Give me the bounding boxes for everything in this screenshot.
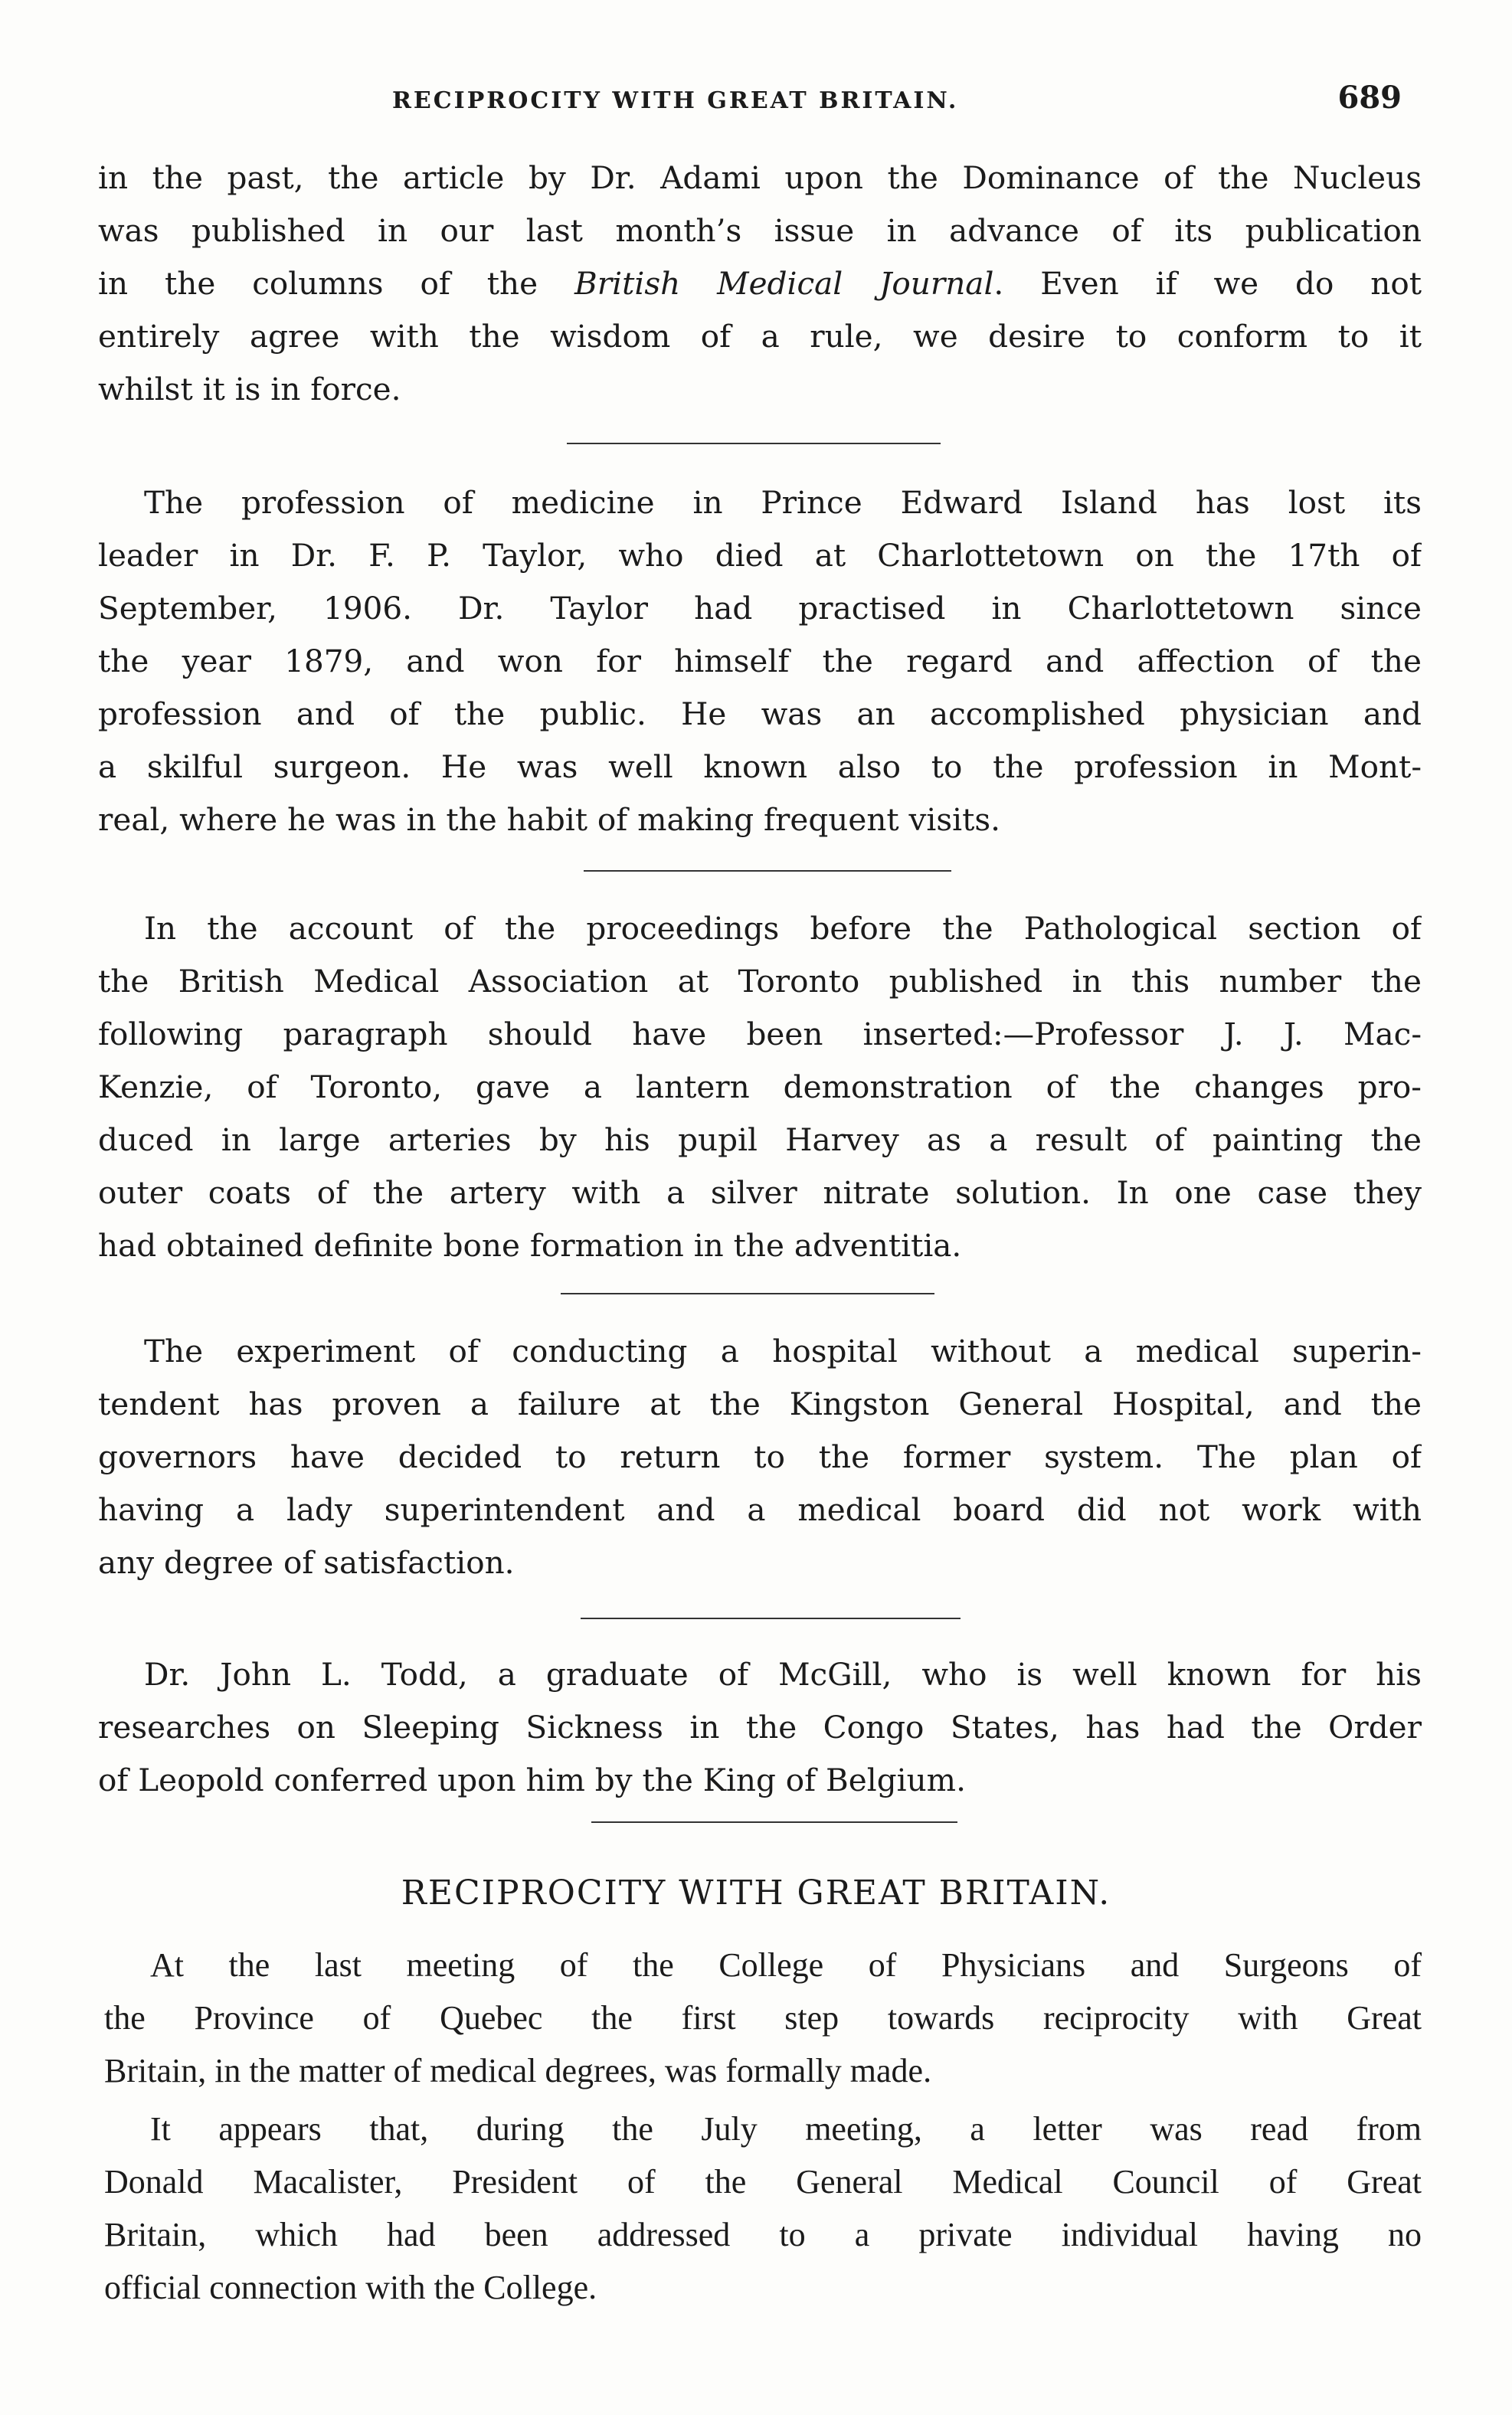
text-line: the Province of Quebec the first step towards reciprocity with Great xyxy=(104,1999,1422,2037)
news-item-todd xyxy=(98,1648,1422,1807)
news-item-taylor xyxy=(98,476,1422,846)
text-line: It appears that, during the July meeting, a letter was read from xyxy=(150,2110,1422,2148)
text-line: tendent has proven a failure at the Kingston General Hospital, and the xyxy=(98,1386,1422,1422)
news-item-kingston-hospital xyxy=(98,1325,1422,1589)
text-line: was published in our last month’s issue in advance of its publication xyxy=(98,212,1422,249)
journal-title: British Medical Journal xyxy=(574,265,994,302)
text-line: governors have decided to return to the former system. The plan of xyxy=(98,1438,1422,1475)
text-line: a skilful surgeon. He was well known also to the profession in Mont- xyxy=(98,748,1422,785)
text-line: Britain, which had been addressed to a private individual having no xyxy=(104,2216,1422,2253)
text-line: outer coats of the artery with a silver nitrate solution. In one case they xyxy=(98,1174,1422,1211)
text-line: entirely agree with the wisdom of a rule, we desire to conform to it xyxy=(98,318,1422,355)
text-line: Kenzie, of Toronto, gave a lantern demonstration of the changes pro- xyxy=(98,1068,1422,1105)
text-line: official connection with the College. xyxy=(104,2269,597,2306)
running-head-title: RECIPROCITY WITH GREAT BRITAIN. xyxy=(392,87,959,114)
section-paragraph xyxy=(104,1938,1422,2096)
text-line: having a lady superintendent and a medical board did not work with xyxy=(98,1491,1422,1528)
text-line: in the past, the article by Dr. Adami upon the Dominance of the Nucleus xyxy=(98,159,1422,196)
separator-rule xyxy=(561,1293,934,1294)
separator-rule xyxy=(581,1618,961,1619)
text-line: had obtained definite bone formation in the adventitia. xyxy=(98,1227,962,1264)
text-line: any degree of satisfaction. xyxy=(98,1544,515,1581)
separator-rule xyxy=(591,1821,957,1823)
text-line: In the account of the proceedings before the Pathological section of xyxy=(144,910,1422,947)
news-item-continuation xyxy=(98,152,1422,416)
text-line: following paragraph should have been inserted:—Professor J. J. Mac- xyxy=(98,1016,1422,1052)
text-line: At the last meeting of the College of Physicians and Surgeons of xyxy=(150,1946,1422,1984)
text-line: the year 1879, and won for himself the regard and affection of the xyxy=(98,643,1422,679)
text-line: real, where he was in the habit of making frequent visits. xyxy=(98,801,1001,838)
news-item-pathological-section xyxy=(98,902,1422,1272)
text-line: the British Medical Association at Toronto published in this number the xyxy=(98,963,1422,1000)
page-number: 689 xyxy=(1337,80,1402,116)
separator-rule xyxy=(567,443,941,444)
text-line: The profession of medicine in Prince Edward Island has lost its xyxy=(144,484,1422,521)
text-line: profession and of the public. He was an accomplished physician and xyxy=(98,695,1422,732)
text-line: Dr. John L. Todd, a graduate of McGill, who is well known for his xyxy=(144,1656,1422,1693)
text-line: September, 1906. Dr. Taylor had practised in Charlottetown since xyxy=(98,590,1422,627)
text-line: Donald Macalister, President of the General Medical Council of Great xyxy=(104,2163,1422,2201)
text-line: researches on Sleeping Sickness in the Congo States, has had the Order xyxy=(98,1709,1422,1746)
text-line: of Leopold conferred upon him by the King of Belgium. xyxy=(98,1762,966,1798)
text-line: leader in Dr. F. P. Taylor, who died at Charlottetown on the 17th of xyxy=(98,537,1422,574)
section-paragraph xyxy=(104,2102,1422,2313)
text-line: whilst it is in force. xyxy=(98,371,401,407)
text-line: The experiment of conducting a hospital without a medical superin- xyxy=(144,1333,1422,1369)
text-line: duced in large arteries by his pupil Harvey as a result of painting the xyxy=(98,1121,1422,1158)
separator-rule xyxy=(584,870,951,872)
text-line: Britain, in the matter of medical degrees, was formally made. xyxy=(104,2052,932,2089)
text-line: in the columns of the British Medical Journal. Even if we do not xyxy=(98,265,1422,302)
section-heading: RECIPROCITY WITH GREAT BRITAIN. xyxy=(401,1873,1111,1913)
running-head xyxy=(100,80,1425,126)
